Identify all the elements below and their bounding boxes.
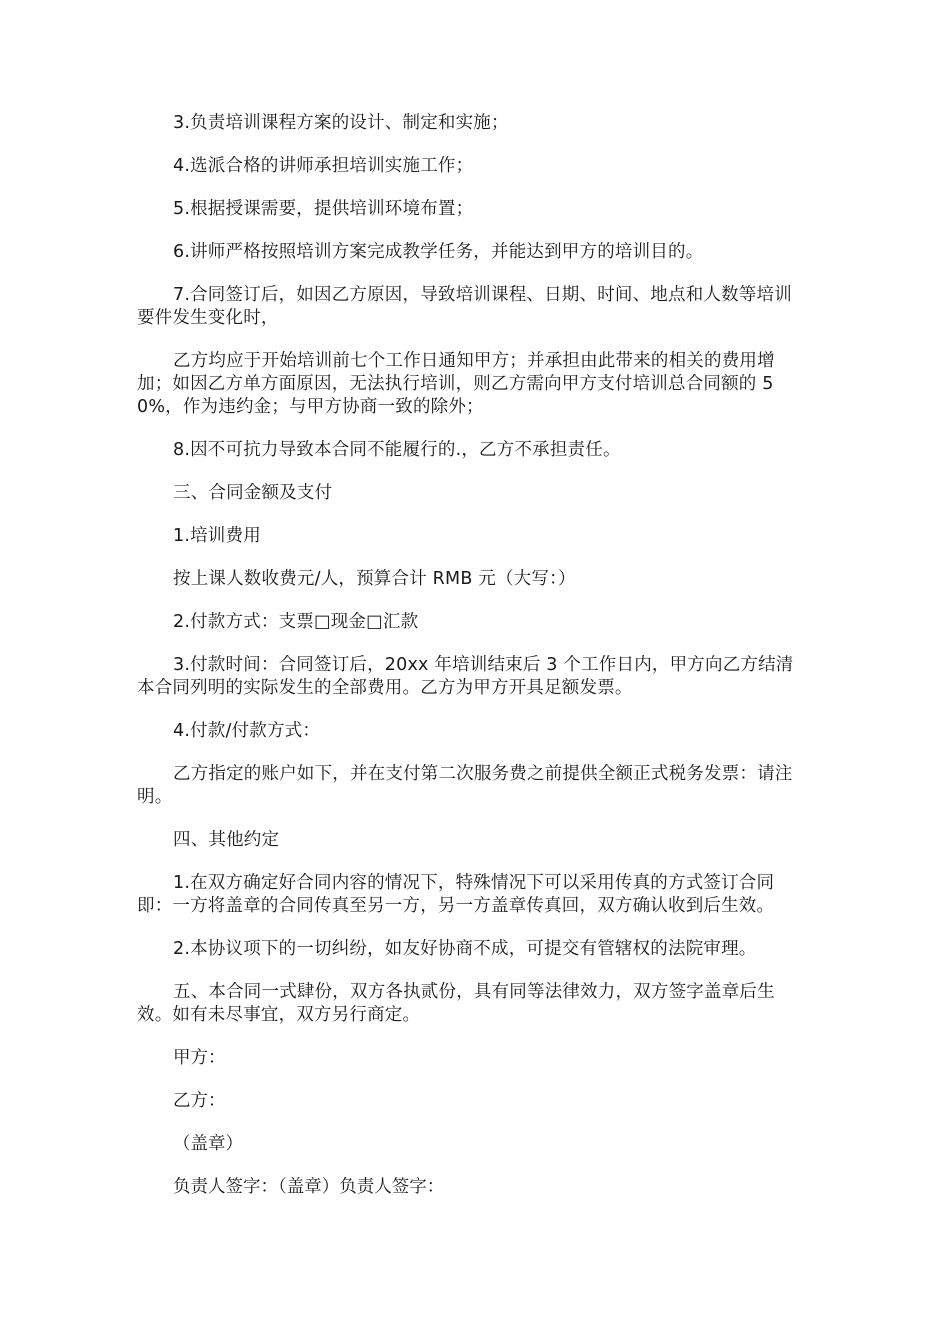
payment-account-note: 乙方指定的账户如下，并在支付第二次服务费之前提供全额正式税务发票：请注明。 bbox=[137, 764, 793, 807]
party-a-label: 甲方： bbox=[173, 1048, 226, 1068]
section-heading-other: 四、其他约定 bbox=[173, 830, 280, 850]
party-b-label: 乙方： bbox=[173, 1091, 226, 1111]
section-five-copies: 五、本合同一式肆份，双方各执贰份，具有同等法律效力，双方签字盖章后生效。如有未尽事宜，双方另行商定。 bbox=[137, 982, 775, 1025]
clause-6-teaching-tasks: 6.讲师严格按照培训方案完成教学任务，并能达到甲方的培训目的。 bbox=[173, 242, 704, 262]
other-item-1-fax: 1.在双方确定好合同内容的情况下，特殊情况下可以采用传真的方式签订合同即：一方将盖章的合同传真至另一方，另一方盖章传真回，双方确认收到后生效。 bbox=[137, 873, 775, 916]
payment-item-4-method: 4.付款/付款方式： bbox=[173, 721, 321, 741]
clause-7-changes: 7.合同签订后，如因乙方原因，导致培训课程、日期、时间、地点和人数等培训要件发生变化时， bbox=[137, 285, 792, 328]
responsible-signature-line: 负责人签字：（盖章）负责人签字： bbox=[173, 1177, 445, 1197]
payment-fee-detail: 按上课人数收费元/人，预算合计 RMB 元（大写：） bbox=[173, 569, 576, 589]
other-item-2-disputes: 2.本协议项下的一切纠纷，如友好协商不成，可提交有管辖权的法院审理。 bbox=[173, 939, 757, 959]
payment-item-2-method: 2.付款方式：支票□现金□汇款 bbox=[173, 612, 419, 632]
clause-8-force-majeure: 8.因不可抗力导致本合同不能履行的.，乙方不承担责任。 bbox=[173, 440, 621, 460]
clause-4-select-lecturers: 4.选派合格的讲师承担培训实施工作； bbox=[173, 156, 474, 176]
payment-item-3-time: 3.付款时间：合同签订后，20xx 年培训结束后 3 个工作日内，甲方向乙方结清本合同列明的实际发生的全部费用。乙方为甲方开具足额发票。 bbox=[137, 655, 794, 698]
clause-7-notice-penalty: 乙方均应于开始培训前七个工作日通知甲方；并承担由此带来的相关的费用增加；如因乙方单方面原因，无法执行培训，则乙方需向甲方支付培训总合同额的 50%，作为违约金；与甲方协商一致的除外； bbox=[137, 351, 775, 417]
section-heading-amount-payment: 三、合同金额及支付 bbox=[173, 483, 333, 503]
contract-page bbox=[137, 112, 809, 1219]
seal-label: （盖章） bbox=[173, 1134, 243, 1154]
clause-3-course-design: 3.负责培训课程方案的设计、制定和实施； bbox=[173, 113, 509, 133]
clause-5-environment: 5.根据授课需要，提供培训环境布置； bbox=[173, 199, 474, 219]
payment-item-1-fees: 1.培训费用 bbox=[173, 526, 261, 546]
